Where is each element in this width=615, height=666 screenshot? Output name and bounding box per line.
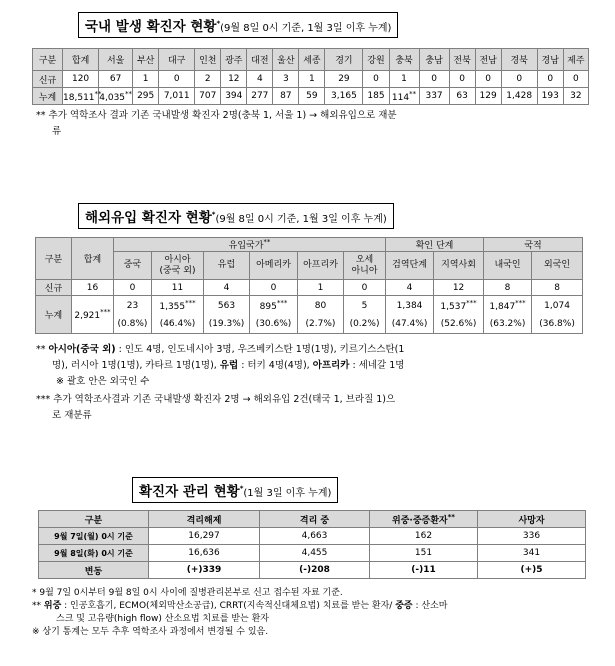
overseas-subheader-cell: 아시아 (중국 외)	[152, 252, 204, 280]
overseas-cum-value: 5	[361, 300, 368, 311]
domestic-cum-value: 295	[137, 91, 155, 101]
management-change-cell: (-)208	[260, 562, 370, 579]
overseas-new-cell: 8	[532, 280, 583, 296]
management-cell: 4,455	[260, 545, 370, 562]
domestic-header-cell: 부산	[133, 49, 159, 71]
overseas-new-label: 신규	[36, 280, 72, 296]
overseas-cum-value: 1,847	[489, 302, 516, 313]
management-row	[39, 528, 586, 545]
domestic-header-cell: 대구	[159, 49, 195, 71]
overseas-cum-value: 1,355	[159, 302, 186, 313]
domestic-cum-value: 87	[280, 91, 292, 101]
management-header-text: 격리해제	[186, 515, 222, 526]
management-change-cell: (+)5	[478, 562, 586, 579]
overseas-cum-pct: (19.3%)	[204, 316, 250, 334]
domestic-new-cell: 0	[363, 71, 389, 88]
domestic-header-row	[33, 49, 589, 71]
overseas-new-cell: 4	[204, 280, 250, 296]
management-title: 확진자 관리 현황	[139, 484, 240, 500]
management-cell: 341	[478, 545, 586, 562]
overseas-subheader-cell: 중국	[114, 252, 152, 280]
overseas-subheader-cell: 검역단계	[386, 252, 434, 280]
overseas-notes	[36, 342, 404, 424]
domestic-header-cell: 경북	[501, 49, 537, 71]
domestic-new-cell: 67	[99, 71, 133, 88]
overseas-cum-pct: (30.6%)	[250, 316, 298, 334]
domestic-cum-value: 1,428	[506, 91, 533, 101]
domestic-header-cell: 경남	[537, 49, 563, 71]
overseas-subheader-cell: 오세 아니아	[344, 252, 386, 280]
domestic-cum-value: 129	[479, 91, 497, 101]
domestic-header-cell: 구분	[33, 49, 63, 71]
overseas-cum-value: 1,384	[396, 300, 423, 311]
overseas-cum-pct: (0.2%)	[344, 316, 386, 334]
overseas-cum-pct: (36.8%)	[532, 316, 583, 334]
domestic-cum-cell	[133, 88, 159, 105]
overseas-cum-sup: ***	[466, 299, 477, 308]
domestic-new-cell: 29	[325, 71, 363, 88]
domestic-title-box	[78, 12, 398, 38]
domestic-cum-value: 63	[456, 91, 468, 101]
management-note3: ※ 상기 통계는 모두 추후 역학조사 과정에서 변경될 수 있음.	[32, 627, 269, 637]
domestic-title-sup: *	[216, 19, 221, 28]
management-title-sup: *	[239, 484, 244, 493]
overseas-cum-cell	[386, 296, 434, 316]
management-header-text: 사망자	[518, 515, 545, 526]
overseas-cum-pct: (46.4%)	[152, 316, 204, 334]
overseas-cum-value: 1,537	[440, 302, 467, 313]
overseas-subheader-row	[36, 252, 583, 280]
overseas-h-nationality: 국적	[484, 238, 583, 252]
domestic-new-cell: 0	[501, 71, 537, 88]
management-cell: 151	[370, 545, 478, 562]
domestic-cum-cell	[563, 88, 588, 105]
overseas-cum-cell	[250, 296, 298, 316]
domestic-note-line1: ** 추가 역학조사 결과 기존 국내발생 확진자 2명(충북 1, 서울 1) → 해외유입으로 재분	[36, 110, 397, 121]
domestic-header-cell: 인천	[195, 49, 221, 71]
overseas-cum-value: 23	[126, 300, 139, 311]
overseas-subtitle: (9월 8일 0시 기준, 1월 3일 이후 누계)	[215, 214, 387, 225]
domestic-header-cell: 전남	[475, 49, 501, 71]
overseas-cum-row	[36, 296, 583, 316]
domestic-new-cell: 0	[537, 71, 563, 88]
domestic-cum-cell	[325, 88, 363, 105]
overseas-h-total: 합계	[72, 238, 114, 280]
overseas-note1-line1: ** 아시아(중국 외) : 인도 4명, 인도네시아 3명, 우즈베키스탄 1명(1명), 키르기스스탄(1	[36, 344, 405, 355]
overseas-title-sup: *	[211, 210, 216, 219]
domestic-new-cell: 0	[449, 71, 475, 88]
domestic-new-cell: 1	[133, 71, 159, 88]
overseas-new-cell: 1	[298, 280, 344, 296]
overseas-cum-cell	[532, 296, 583, 316]
overseas-h-origin-sup: **	[263, 238, 271, 246]
domestic-table	[32, 48, 589, 105]
overseas-cum-cell	[204, 296, 250, 316]
overseas-cum-value: 563	[217, 300, 236, 311]
management-header-text: 구분	[84, 515, 103, 526]
management-header-cell	[478, 511, 586, 528]
domestic-new-cell: 0	[419, 71, 449, 88]
overseas-cum-cell	[434, 296, 484, 316]
management-header-cell	[39, 511, 149, 528]
overseas-cum-pct: (47.4%)	[386, 316, 434, 334]
management-notes	[32, 587, 447, 639]
overseas-cum-pct: (2.7%)	[298, 316, 344, 334]
overseas-new-cell: 0	[344, 280, 386, 296]
management-header-text: 위중·중증환자	[392, 515, 448, 526]
management-subtitle: (1월 3일 이후 누계)	[243, 488, 332, 499]
domestic-cum-cell	[449, 88, 475, 105]
domestic-cum-value: 7,011	[163, 91, 190, 101]
overseas-h-confirm: 확인 단계	[386, 238, 484, 252]
domestic-cum-value: 277	[251, 91, 269, 101]
domestic-new-cell: 3	[273, 71, 299, 88]
management-cell: 4,663	[260, 528, 370, 545]
domestic-cum-cell	[221, 88, 247, 105]
management-cell: 16,636	[149, 545, 260, 562]
domestic-header-cell: 합계	[63, 49, 99, 71]
domestic-cum-cell	[299, 88, 325, 105]
overseas-note1-line2: 명), 러시아 1명(1명), 카타르 1명(1명), 유럽 : 터키 4명(4명), 아프리카 : 세네갈 1명	[52, 360, 405, 371]
management-table	[38, 510, 586, 579]
management-note2-line1: ** 위중 : 인공호흡기, ECMO(체외막산소공급), CRRT(지속적신대체요법) 치료를 받는 환자/ 중증 : 산소마	[32, 601, 448, 611]
management-severe-sup: **	[447, 512, 455, 521]
domestic-header-cell: 충남	[419, 49, 449, 71]
domestic-cum-value: 18,511	[63, 92, 95, 103]
overseas-cum-sup: ***	[276, 299, 288, 308]
domestic-new-label: 신규	[33, 71, 63, 88]
domestic-subtitle: (9월 8일 0시 기준, 1월 3일 이후 누계)	[220, 23, 392, 34]
domestic-cum-value: 114	[391, 92, 410, 103]
domestic-new-cell: 0	[475, 71, 501, 88]
domestic-header-cell: 강원	[363, 49, 389, 71]
overseas-subheader-cell: 아메리카	[250, 252, 298, 280]
domestic-header-cell: 서울	[99, 49, 133, 71]
management-note2-line2: 스크 및 고유량(high flow) 산소요법 치료를 받는 환자	[56, 614, 270, 624]
domestic-cum-value: 4,035	[99, 92, 126, 103]
overseas-cum-cell	[344, 296, 386, 316]
domestic-cum-cell	[159, 88, 195, 105]
management-cell: 162	[370, 528, 478, 545]
domestic-title: 국내 발생 확진자 현황	[85, 19, 217, 35]
overseas-cum-pct: (52.6%)	[434, 316, 484, 334]
domestic-new-cell: 4	[247, 71, 273, 88]
domestic-cum-cell	[363, 88, 389, 105]
domestic-new-cell: 12	[221, 71, 247, 88]
overseas-new-cell: 12	[434, 280, 484, 296]
overseas-cum-value: 80	[314, 300, 327, 311]
overseas-new-row	[36, 280, 583, 296]
domestic-cum-cell	[501, 88, 537, 105]
overseas-cum-value: 895	[259, 302, 277, 313]
domestic-note	[36, 108, 397, 140]
management-cell: 16,297	[149, 528, 260, 545]
domestic-header-cell: 울산	[273, 49, 299, 71]
management-row-label: 9월 7일(월) 0시 기준	[39, 528, 149, 545]
domestic-new-cell: 2	[195, 71, 221, 88]
overseas-cum-pct: (63.2%)	[484, 316, 532, 334]
overseas-cum-label: 누계	[36, 296, 72, 334]
overseas-note2: ※ 괄호 안은 외국인 수	[56, 376, 150, 387]
domestic-cum-cell	[195, 88, 221, 105]
overseas-title: 해외유입 확진자 현황	[85, 210, 212, 226]
management-header-cell	[149, 511, 260, 528]
domestic-cum-value: 3,165	[331, 91, 357, 101]
overseas-cum-cell	[152, 296, 204, 316]
domestic-header-cell: 세종	[299, 49, 325, 71]
overseas-cum-total-sup: ***	[100, 308, 111, 316]
overseas-h-gubun: 구분	[36, 238, 72, 280]
domestic-cum-cell	[247, 88, 273, 105]
domestic-cum-cell	[389, 88, 419, 105]
overseas-note3-line2: 로 재분류	[52, 410, 92, 421]
overseas-cum-value: 1,074	[544, 300, 570, 311]
management-change-label: 변동	[39, 562, 149, 579]
domestic-header-cell: 대전	[247, 49, 273, 71]
overseas-title-box	[78, 203, 394, 229]
domestic-cum-value: 32	[570, 91, 582, 101]
domestic-new-row	[33, 71, 589, 88]
domestic-new-cell: 1	[389, 71, 419, 88]
overseas-cum-sup: ***	[515, 299, 526, 308]
overseas-cum-cell	[114, 296, 152, 316]
domestic-header-cell: 광주	[221, 49, 247, 71]
overseas-note3-line1: *** 추가 역학조사결과 기존 국내발생 확진자 2명 → 해외유입 2건(태국 1, 브라질 1)으	[36, 394, 396, 405]
management-change-row	[39, 562, 586, 579]
management-header-cell	[260, 511, 370, 528]
overseas-subheader-cell: 아프리카	[298, 252, 344, 280]
overseas-new-cell: 11	[152, 280, 204, 296]
overseas-new-cell: 16	[72, 280, 114, 296]
overseas-new-cell: 4	[386, 280, 434, 296]
domestic-cum-label	[33, 88, 63, 105]
management-title-box	[132, 477, 338, 503]
overseas-table	[35, 237, 583, 334]
domestic-header-cell: 충북	[389, 49, 419, 71]
overseas-cum-total-value: 2,921	[74, 311, 101, 321]
domestic-cum-value: 185	[367, 91, 385, 101]
management-header-row	[39, 511, 586, 528]
domestic-cum-cell	[63, 88, 102, 105]
domestic-header-cell: 전북	[449, 49, 475, 71]
overseas-cum-pct: (0.8%)	[114, 316, 152, 334]
domestic-cum-sup: **	[94, 89, 102, 98]
management-row	[39, 545, 586, 562]
overseas-subheader-cell: 내국인	[484, 252, 532, 280]
overseas-new-cell: 8	[484, 280, 532, 296]
domestic-cum-value: 394	[225, 91, 243, 101]
overseas-cum-pct-row	[36, 316, 583, 334]
domestic-cum-value: 707	[199, 91, 217, 101]
management-header-text: 격리 중	[299, 515, 330, 526]
overseas-h-origin: 유입국가**	[114, 238, 386, 252]
overseas-new-cell: 0	[250, 280, 298, 296]
management-note1: * 9월 7일 0시부터 9월 8일 0시 사이에 질병관리본부로 신고 접수된 자료 기준.	[32, 588, 343, 598]
domestic-cum-value: 59	[306, 91, 318, 101]
domestic-cum-sup: **	[125, 89, 133, 98]
domestic-new-cell: 1	[299, 71, 325, 88]
overseas-subheader-cell: 외국인	[532, 252, 583, 280]
domestic-header-cell: 제주	[563, 49, 588, 71]
domestic-new-cell: 120	[63, 71, 99, 88]
domestic-new-cell: 0	[563, 71, 588, 88]
domestic-cum-cell	[99, 88, 133, 105]
domestic-cum-sup: **	[409, 89, 417, 98]
management-change-cell: (-)11	[370, 562, 478, 579]
domestic-note-line2: 류	[52, 126, 62, 137]
overseas-new-cell: 0	[114, 280, 152, 296]
domestic-cum-cell	[537, 88, 563, 105]
domestic-new-cell: 0	[159, 71, 195, 88]
domestic-cum-cell	[419, 88, 449, 105]
management-change-cell: (+)339	[149, 562, 260, 579]
domestic-cum-cell	[475, 88, 501, 105]
domestic-cum-value: 337	[425, 91, 443, 101]
overseas-subheader-cell: 지역사회	[434, 252, 484, 280]
overseas-subheader-cell: 유럽	[204, 252, 250, 280]
management-header-cell	[370, 511, 478, 528]
overseas-cum-total	[72, 296, 114, 334]
management-cell: 336	[478, 528, 586, 545]
overseas-cum-cell	[484, 296, 532, 316]
domestic-cum-value: 누계	[38, 92, 57, 103]
domestic-header-cell: 경기	[325, 49, 363, 71]
domestic-cum-value: 193	[541, 91, 559, 101]
domestic-cum-row	[33, 88, 589, 105]
overseas-cum-cell	[298, 296, 344, 316]
overseas-cum-sup: ***	[185, 299, 196, 308]
management-row-label: 9월 8일(화) 0시 기준	[39, 545, 149, 562]
domestic-cum-cell	[273, 88, 299, 105]
